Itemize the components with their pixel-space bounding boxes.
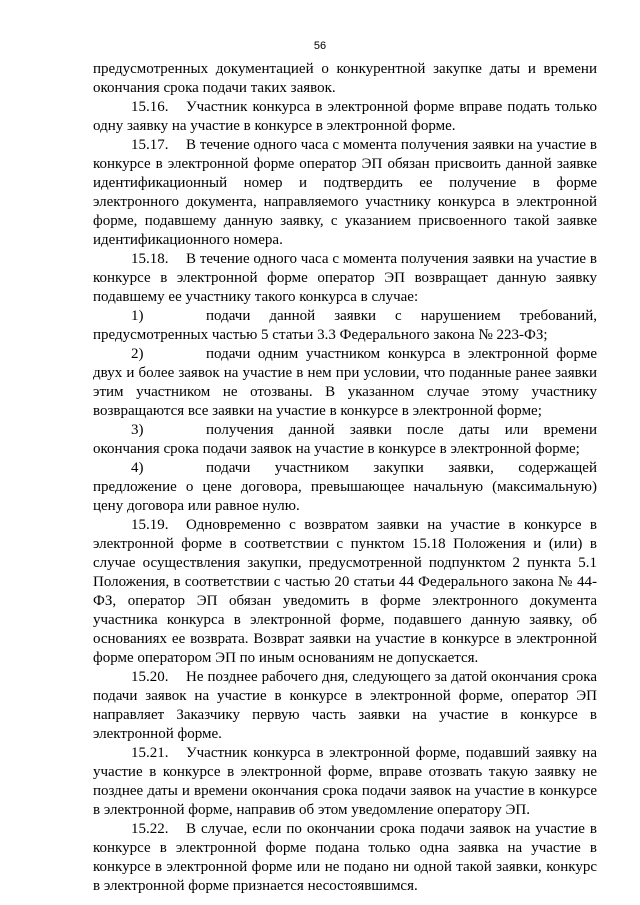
subclause-text: подачи участником закупки заявки, содержащей предложение о цене договора, превышающее начальную (максимальную) цену договора или равное нулю. xyxy=(93,460,597,514)
subclause-text: получения данной заявки после даты или времени окончания срока подачи заявок на участие в конкурсе в электронной форме; xyxy=(93,422,597,457)
clause-15-18 xyxy=(93,250,597,307)
clause-15-17 xyxy=(93,136,597,250)
clause-15-22 xyxy=(93,820,597,896)
subclause-4 xyxy=(93,459,597,516)
subclause-1 xyxy=(93,307,597,345)
page-number: 56 xyxy=(313,40,327,52)
clause-number: 15.19. xyxy=(131,517,169,533)
subclause-2 xyxy=(93,345,597,421)
subclause-3 xyxy=(93,421,597,459)
clause-15-21 xyxy=(93,744,597,820)
clause-number: 15.20. xyxy=(131,669,169,685)
clause-number: 15.18. xyxy=(131,251,169,267)
body-text xyxy=(93,60,597,896)
clause-text: Участник конкурса в электронной форме, подавший заявку на участие в конкурсе в электронной форме, вправе отозвать такую заявку не позднее даты и времени окончания срока подачи заявок на участие в конкурсе в электронной форме, направив об этом уведомление оператору ЭП. xyxy=(93,745,597,818)
clause-text: В течение одного часа с момента получения заявки на участие в конкурсе в электронной форме оператор ЭП обязан присвоить данной заявке идентификационный номер и подтвердить ее получение в форме электронного документа, направляемого участнику конкурса в электронной форме, подавшему данную заявку, с указанием присвоенного такой заявке идентификационного номера. xyxy=(93,137,597,248)
subclause-number: 1) xyxy=(131,308,144,324)
intro-paragraph: предусмотренных документацией о конкурентной закупке даты и времени окончания срока подачи таких заявок. xyxy=(93,61,597,96)
clause-15-20 xyxy=(93,668,597,744)
clause-text: Не позднее рабочего дня, следующего за датой окончания срока подачи заявок на участие в конкурсе в электронной форме, оператор ЭП направляет Заказчику первую часть заявки на участие в конкурсе в электронной форме. xyxy=(93,669,597,742)
subclause-number: 2) xyxy=(131,346,144,362)
subclause-number: 4) xyxy=(131,460,144,476)
clause-text: В случае, если по окончании срока подачи заявок на участие в конкурсе в электронной форме подана только одна заявка на участие в конкурсе в электронной форме или не подано ни одной такой заявки, конкурс в электронной форме признается несостоявшимся. xyxy=(93,821,597,894)
clause-number: 15.17. xyxy=(131,137,169,153)
clause-15-16 xyxy=(93,98,597,136)
clause-number: 15.22. xyxy=(131,821,169,837)
clause-text: Одновременно с возвратом заявки на участие в конкурсе в электронной форме в соответствии с пунктом 15.18 Положения и (или) в случае осуществления закупки, предусмотренной подпунктом 2 пункта 5.1 Положения, в соответствии с частью 20 статьи 44 Федерального закона № 44-ФЗ, оператор ЭП обязан уведомить в форме электронного документа участника конкурса в электронной форме, подавшего данную заявку, об основаниях ее возврата. Возврат заявки на участие в конкурсе в электронной форме оператором ЭП по иным основаниям не допускается. xyxy=(93,517,597,666)
clause-number: 15.16. xyxy=(131,99,169,115)
clause-15-19 xyxy=(93,516,597,668)
subclause-number: 3) xyxy=(131,422,144,438)
subclause-text: подачи данной заявки с нарушением требований, предусмотренных частью 5 статьи 3.3 Федерального закона № 223-ФЗ; xyxy=(93,308,597,343)
subclause-text: подачи одним участником конкурса в электронной форме двух и более заявок на участие в нем при условии, что поданные ранее заявки этим участником не отозваны. В указанном случае этому участнику возвращаются все заявки на участие в конкурсе в электронной форме; xyxy=(93,346,597,419)
clause-text: В течение одного часа с момента получения заявки на участие в конкурсе в электронной форме оператор ЭП возвращает данную заявку подавшему ее участнику такого конкурса в случае: xyxy=(93,251,597,305)
clause-text: Участник конкурса в электронной форме вправе подать только одну заявку на участие в конкурсе в электронной форме. xyxy=(93,99,597,134)
clause-number: 15.21. xyxy=(131,745,169,761)
